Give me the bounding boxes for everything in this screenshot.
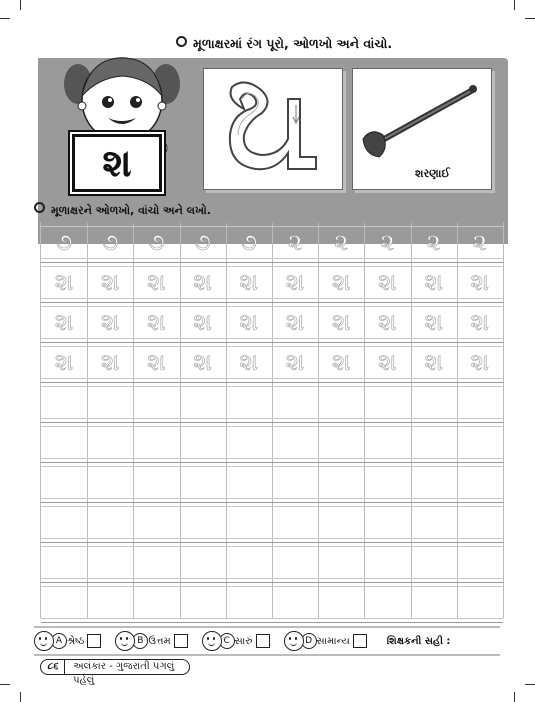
dotted-letter: ૨ bbox=[287, 228, 303, 256]
writing-cell[interactable] bbox=[87, 582, 133, 622]
dotted-letter: શ bbox=[378, 348, 397, 376]
writing-cell[interactable] bbox=[272, 542, 318, 582]
writing-cell[interactable] bbox=[226, 502, 272, 542]
trace-cell[interactable] bbox=[133, 342, 179, 382]
writing-cell[interactable] bbox=[226, 422, 272, 462]
picture-label: શરણાઈ bbox=[415, 167, 450, 180]
grade-a-checkbox[interactable] bbox=[87, 634, 101, 648]
writing-cell[interactable] bbox=[41, 502, 87, 542]
dotted-letter: શ bbox=[424, 268, 443, 296]
trace-cell[interactable] bbox=[226, 342, 272, 382]
writing-cell[interactable] bbox=[87, 462, 133, 502]
trace-cell[interactable] bbox=[87, 222, 133, 262]
trace-cell[interactable] bbox=[457, 222, 503, 262]
trace-cell[interactable] bbox=[411, 222, 457, 262]
practice-grid bbox=[40, 222, 503, 618]
writing-cell[interactable] bbox=[457, 502, 503, 542]
dotted-letter: શ bbox=[470, 348, 490, 376]
page-number: ૮૬ bbox=[40, 659, 65, 675]
trace-cell[interactable] bbox=[364, 262, 410, 302]
writing-cell[interactable] bbox=[457, 422, 503, 462]
dotted-letter: શ bbox=[54, 308, 74, 336]
trace-cell[interactable] bbox=[87, 262, 133, 302]
writing-cell[interactable] bbox=[87, 422, 133, 462]
writing-cell[interactable] bbox=[133, 462, 179, 502]
dotted-letter: શ bbox=[331, 268, 351, 296]
dotted-letter: શ bbox=[54, 348, 74, 376]
writing-cell[interactable] bbox=[364, 422, 410, 462]
writing-cell[interactable] bbox=[318, 382, 364, 422]
dotted-letter: શ bbox=[193, 268, 212, 296]
trace-cell[interactable] bbox=[41, 342, 87, 382]
trace-cell[interactable] bbox=[457, 342, 503, 382]
trace-cell[interactable] bbox=[457, 262, 503, 302]
writing-cell[interactable] bbox=[411, 502, 457, 542]
dotted-letter: શ bbox=[424, 348, 443, 376]
writing-cell[interactable] bbox=[457, 462, 503, 502]
dotted-letter: શ bbox=[100, 268, 120, 296]
writing-cell[interactable] bbox=[41, 422, 87, 462]
trace-cell[interactable] bbox=[226, 262, 272, 302]
writing-cell[interactable] bbox=[133, 502, 179, 542]
writing-cell[interactable] bbox=[180, 422, 226, 462]
trace-cell[interactable] bbox=[133, 262, 179, 302]
dotted-letter: શ bbox=[239, 308, 259, 336]
trace-cell[interactable] bbox=[457, 302, 503, 342]
writing-cell[interactable] bbox=[364, 582, 410, 622]
writing-cell[interactable] bbox=[41, 582, 87, 622]
trace-cell[interactable] bbox=[272, 342, 318, 382]
trace-cell[interactable] bbox=[180, 222, 226, 262]
smiley-icon bbox=[284, 631, 304, 651]
trace-cell[interactable] bbox=[180, 302, 226, 342]
smiley-icon bbox=[202, 631, 222, 651]
writing-cell[interactable] bbox=[272, 582, 318, 622]
trace-cell[interactable] bbox=[318, 262, 364, 302]
grade-footer bbox=[34, 626, 500, 656]
writing-cell[interactable] bbox=[180, 542, 226, 582]
dotted-letter: ૭ bbox=[148, 228, 165, 256]
trace-cell[interactable] bbox=[318, 342, 364, 382]
trace-cell[interactable] bbox=[272, 302, 318, 342]
dotted-letter: શ bbox=[147, 268, 166, 296]
writing-cell[interactable] bbox=[272, 422, 318, 462]
trace-cell[interactable] bbox=[364, 342, 410, 382]
writing-cell[interactable] bbox=[364, 462, 410, 502]
trace-cell[interactable] bbox=[364, 222, 410, 262]
writing-cell[interactable] bbox=[41, 542, 87, 582]
writing-cell[interactable] bbox=[226, 582, 272, 622]
dotted-letter: શ bbox=[54, 268, 74, 296]
writing-cell[interactable] bbox=[133, 582, 179, 622]
writing-cell[interactable] bbox=[411, 462, 457, 502]
smiley-icon bbox=[34, 631, 54, 651]
dotted-letter: શ bbox=[100, 308, 120, 336]
dotted-letter: શ bbox=[193, 308, 212, 336]
dotted-letter: શ bbox=[100, 348, 120, 376]
trace-cell[interactable] bbox=[180, 262, 226, 302]
writing-cell[interactable] bbox=[226, 462, 272, 502]
trace-cell[interactable] bbox=[411, 262, 457, 302]
writing-cell[interactable] bbox=[364, 382, 410, 422]
writing-cell[interactable] bbox=[272, 462, 318, 502]
teacher-sign-label: શિક્ષકની સહી : bbox=[386, 635, 451, 647]
grade-b-checkbox[interactable] bbox=[174, 634, 188, 648]
dotted-letter: શ bbox=[239, 348, 259, 376]
writing-cell[interactable] bbox=[180, 382, 226, 422]
writing-cell[interactable] bbox=[411, 382, 457, 422]
dotted-letter: ૨ bbox=[334, 228, 349, 256]
page-footer bbox=[40, 658, 190, 686]
trace-cell[interactable] bbox=[411, 302, 457, 342]
grade-c-checkbox[interactable] bbox=[256, 634, 270, 648]
dotted-letter: ૭ bbox=[194, 228, 211, 256]
trace-cell[interactable] bbox=[133, 302, 179, 342]
dotted-letter: શ bbox=[285, 268, 305, 296]
writing-cell[interactable] bbox=[457, 582, 503, 622]
dotted-letter: શ bbox=[331, 308, 351, 336]
dotted-letter: ૭ bbox=[240, 228, 258, 256]
writing-cell[interactable] bbox=[318, 582, 364, 622]
grade-c: C સારું bbox=[202, 631, 270, 651]
grade-a: A શ્રેષ્ઠ bbox=[34, 631, 101, 651]
writing-cell[interactable] bbox=[41, 382, 87, 422]
dotted-letter: શ bbox=[193, 348, 212, 376]
dotted-letter: શ bbox=[378, 268, 397, 296]
worksheet-page bbox=[28, 22, 508, 686]
trace-cell[interactable] bbox=[411, 342, 457, 382]
dotted-letter: શ bbox=[378, 308, 397, 336]
writing-cell[interactable] bbox=[133, 422, 179, 462]
trace-cell[interactable] bbox=[180, 342, 226, 382]
writing-cell[interactable] bbox=[318, 502, 364, 542]
dotted-letter: ૨ bbox=[380, 228, 395, 256]
writing-cell[interactable] bbox=[318, 462, 364, 502]
writing-cell[interactable] bbox=[226, 382, 272, 422]
shehnai-icon bbox=[353, 69, 491, 169]
writing-cell[interactable] bbox=[411, 542, 457, 582]
writing-cell[interactable] bbox=[226, 542, 272, 582]
dotted-letter: શ bbox=[331, 348, 351, 376]
picture-box bbox=[352, 68, 492, 190]
dotted-letter: શ bbox=[285, 348, 305, 376]
book-title: અલંકાર - ગુજરાતી પગલું પહેલું bbox=[65, 659, 190, 675]
writing-cell[interactable] bbox=[87, 502, 133, 542]
writing-cell[interactable] bbox=[411, 582, 457, 622]
dotted-letter: શ bbox=[147, 308, 166, 336]
writing-cell[interactable] bbox=[364, 542, 410, 582]
trace-cell[interactable] bbox=[41, 262, 87, 302]
grid-row-line bbox=[41, 622, 503, 623]
writing-cell[interactable] bbox=[180, 502, 226, 542]
writing-cell[interactable] bbox=[272, 502, 318, 542]
trace-cell[interactable] bbox=[272, 222, 318, 262]
writing-cell[interactable] bbox=[133, 382, 179, 422]
writing-cell[interactable] bbox=[87, 382, 133, 422]
letter-card: શ bbox=[72, 134, 162, 192]
dotted-letter: શ bbox=[470, 308, 490, 336]
grid-column-line bbox=[503, 222, 504, 618]
practice-instruction: મૂળાક્ષરને ઓળખો, વાંચો અને લખો. bbox=[34, 202, 211, 218]
writing-cell[interactable] bbox=[318, 422, 364, 462]
grade-d-checkbox[interactable] bbox=[353, 634, 367, 648]
letter-coloring-box[interactable] bbox=[203, 68, 343, 190]
trace-cell[interactable] bbox=[87, 342, 133, 382]
trace-cell[interactable] bbox=[226, 302, 272, 342]
writing-cell[interactable] bbox=[457, 382, 503, 422]
writing-cell[interactable] bbox=[272, 382, 318, 422]
outlined-letter-graphic bbox=[204, 69, 342, 189]
dotted-letter: શ bbox=[239, 268, 259, 296]
trace-cell[interactable] bbox=[318, 302, 364, 342]
writing-cell[interactable] bbox=[411, 422, 457, 462]
writing-cell[interactable] bbox=[180, 462, 226, 502]
grade-b: B ઉત્તમ bbox=[115, 631, 187, 651]
trace-cell[interactable] bbox=[133, 222, 179, 262]
smiley-icon bbox=[115, 631, 135, 651]
dotted-letter: ૨ bbox=[426, 228, 441, 256]
trace-cell[interactable] bbox=[87, 302, 133, 342]
writing-cell[interactable] bbox=[180, 582, 226, 622]
trace-cell[interactable] bbox=[41, 222, 87, 262]
writing-cell[interactable] bbox=[41, 462, 87, 502]
dotted-letter: શ bbox=[147, 348, 166, 376]
color-instruction: મૂળાક્ષરમાં રંગ પૂરો, ઓળખો અને વાંચો. bbox=[176, 36, 392, 52]
writing-cell[interactable] bbox=[318, 542, 364, 582]
dotted-letter: ૭ bbox=[55, 228, 73, 256]
dotted-letter: ૭ bbox=[101, 228, 119, 256]
dotted-letter: ૨ bbox=[472, 228, 487, 256]
trace-cell[interactable] bbox=[226, 222, 272, 262]
dotted-letter: શ bbox=[424, 308, 443, 336]
dotted-letter: શ bbox=[285, 308, 305, 336]
writing-cell[interactable] bbox=[457, 542, 503, 582]
writing-cell[interactable] bbox=[133, 542, 179, 582]
trace-cell[interactable] bbox=[364, 302, 410, 342]
writing-cell[interactable] bbox=[87, 542, 133, 582]
bullet-icon bbox=[176, 36, 187, 47]
dotted-letter: શ bbox=[470, 268, 490, 296]
trace-cell[interactable] bbox=[41, 302, 87, 342]
bullet-icon bbox=[34, 202, 45, 213]
writing-cell[interactable] bbox=[364, 502, 410, 542]
grade-d: D સામાન્ય bbox=[284, 631, 367, 651]
trace-cell[interactable] bbox=[318, 222, 364, 262]
trace-cell[interactable] bbox=[272, 262, 318, 302]
